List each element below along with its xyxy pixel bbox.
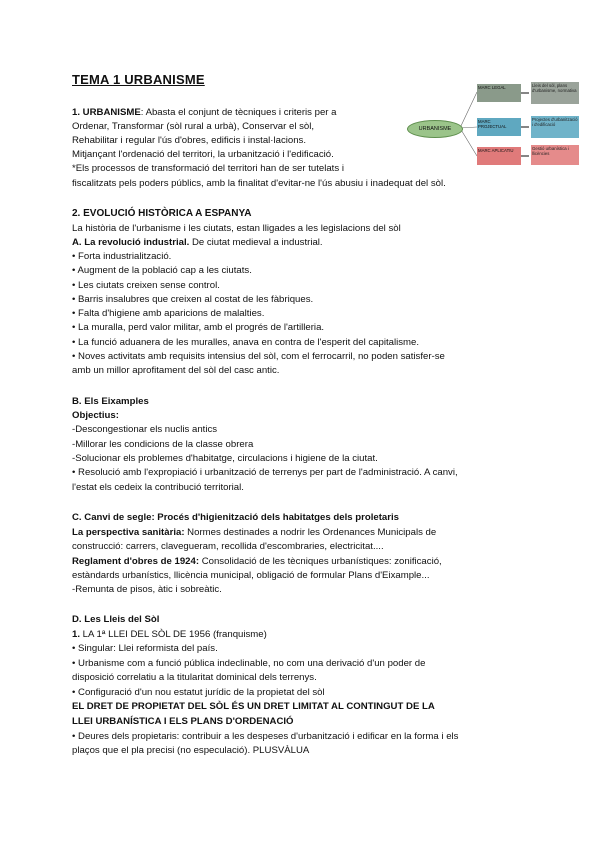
page-title: TEMA 1 URBANISME	[72, 72, 205, 87]
section2-heading: 2. EVOLUCIÓ HISTÒRICA A ESPANYA	[72, 208, 252, 219]
list-item: • Resolució amb l'expropiació i urbanització de terrenys per part de l'administració. A canvi,	[72, 467, 458, 478]
section-c-p1: La perspectiva sanitària: Normes destinades a nodrir les Ordenances Municipals de	[72, 527, 437, 538]
section-d-heading: D. Les Lleis del Sòl	[72, 614, 160, 625]
list-item: • Forta industrialització.	[72, 251, 172, 262]
marc-projectual-box: MARC PROJECTUAL	[477, 118, 521, 136]
section1-line-0: 1. URBANISME: Abasta el conjunt de tècniques i criteris per a	[72, 107, 337, 118]
section1-line-1: Ordenar, Transformar (sòl rural a urbà), Conservar el sòl,	[72, 121, 315, 132]
detail-aplicatiu-box: Gestió urbanística i llicències	[531, 145, 579, 165]
section2-intro: La història de l'urbanisme i les ciutats, estan lligades a les legislacions del sòl	[72, 223, 401, 234]
section-b-subheading: Objectius:	[72, 410, 119, 421]
marc-legal-box: MARC LEGAL	[477, 84, 521, 102]
list-item: • Urbanisme com a funció pública indeclinable, no com una derivació d'un poder de	[72, 658, 426, 669]
bold-statement: LLEI URBANÍSTICA I ELS PLANS D'ORDENACIÓ	[72, 716, 294, 727]
diagram-center: URBANISME	[407, 120, 463, 138]
section-c-p2-cont: estàndards urbanístics, llicència municipal, obligació de formular Plans d'Eixample...	[72, 570, 430, 581]
detail-projectual-box: Projectes d'urbanització i d'edificació	[531, 116, 579, 138]
list-item: disposició correlatiu a la titularitat dominical dels terrenys.	[72, 672, 317, 683]
list-item: • Falta d'higiene amb aparicions de malalties.	[72, 308, 265, 319]
list-item: • Barris insalubres que creixen al costat de les fàbriques.	[72, 294, 314, 305]
list-item: • Noves activitats amb requisits intensius del sòl, com el ferrocarril, no poden satisfer-se	[72, 351, 445, 362]
section1-line-2: Rehabilitar i regular l'ús d'obres, edificis i instal·lacions.	[72, 135, 307, 146]
list-item: -Solucionar els problemes d'habitatge, circulacions i higiene de la ciutat.	[72, 453, 378, 464]
bold-statement: EL DRET DE PROPIETAT DEL SÒL ÉS UN DRET LIMITAT AL CONTINGUT DE LA	[72, 701, 435, 712]
marc-aplicatiu-box: MARC APLICATIU	[477, 147, 521, 165]
list-item: • Configuració d'un nou estatut jurídic de la propietat del sòl	[72, 687, 325, 698]
section1-line-3: Mitjançant l'ordenació del territori, la urbanització i l'edificació.	[72, 149, 334, 160]
list-item: plaços que el pla precisi (no especulació). PLUSVÀLUA	[72, 745, 310, 756]
list-item: • Deures dels propietaris: contribuir a les despeses d'urbanització i edificar en la forma i els	[72, 731, 459, 742]
list-item: -Descongestionar els nuclis antics	[72, 424, 218, 435]
section-b-heading: B. Els Eixamples	[72, 396, 149, 407]
urbanisme-diagram	[405, 78, 585, 170]
list-item: l'estat els cedeix la contribució territorial.	[72, 482, 244, 493]
list-item: • La muralla, perd valor militar, amb el progrés de l'artilleria.	[72, 322, 325, 333]
section1-line-4: *Els processos de transformació del territori han de ser tutelats i	[72, 163, 344, 174]
section1-line-5: fiscalitzats pels poders públics, amb la finalitat d'evitar-ne l'ús abusiu i inadequat del sòl.	[72, 178, 446, 189]
section-c-p2-last: -Remunta de pisos, àtic i sobreàtic.	[72, 584, 222, 595]
list-item: • La funció aduanera de les muralles, anava en contra de l'esperit del capitalisme.	[72, 337, 420, 348]
list-item: amb un millor aprofitament del sòl del casc antic.	[72, 365, 280, 376]
section-d-first: 1. LA 1ª LLEI DEL SÒL DE 1956 (franquisme)	[72, 629, 267, 640]
list-item: -Millorar les condicions de la classe obrera	[72, 439, 254, 450]
section-c-p2: Reglament d'obres de 1924: Consolidació de les tècniques urbanístiques: zonificació,	[72, 556, 442, 567]
section-a-heading: A. La revolució industrial. De ciutat medieval a industrial.	[72, 237, 323, 248]
section-c-heading: C. Canvi de segle: Procés d'higienització dels habitatges dels proletaris	[72, 512, 399, 523]
list-item: • Augment de la població cap a les ciutats.	[72, 265, 252, 276]
section-c-p1-cont: construcció: carrers, clavegueram, recollida d'escombraries, electricitat....	[72, 541, 384, 552]
list-item: • Singular: Llei reformista del país.	[72, 643, 218, 654]
detail-legal-box: Lleis del sòl, plans d'urbanisme, normativa	[531, 82, 579, 104]
list-item: • Les ciutats creixen sense control.	[72, 280, 220, 291]
